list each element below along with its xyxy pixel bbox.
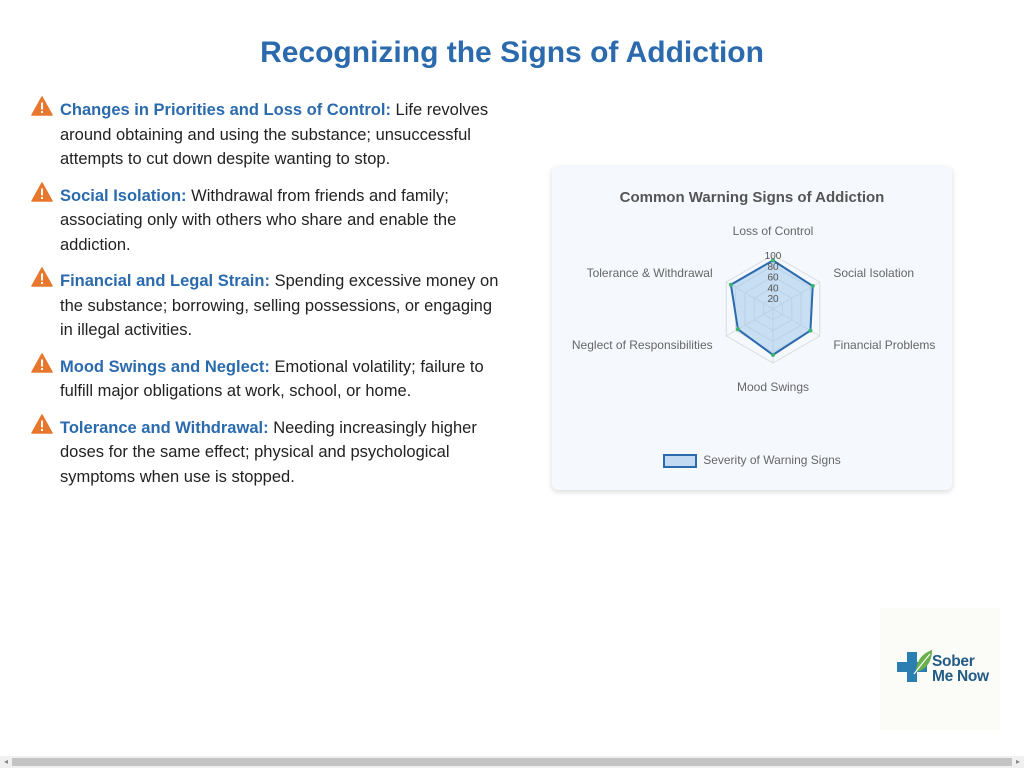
category-label: Social Isolation (833, 266, 915, 280)
sober-me-now-logo (880, 608, 1000, 730)
data-point (811, 284, 815, 288)
scroll-left-arrow-icon[interactable]: ◂ (3, 757, 8, 766)
tick-label: 60 (767, 272, 779, 284)
category-label: Tolerance & Withdrawal (586, 266, 713, 280)
sign-item (30, 355, 500, 404)
sign-text: Emotional volatility; failure to fulfill major obligations at work, school, or home. (60, 357, 484, 400)
scroll-thumb[interactable] (12, 758, 1012, 766)
sign-title: Changes in Priorities and Loss of Control: (60, 101, 391, 119)
category-label: Neglect of Responsibilities (571, 338, 713, 352)
data-point (729, 283, 733, 287)
signs-list (30, 98, 500, 501)
sign-text: Withdrawal from friends and family; associating only with others who share and enable the addiction. (60, 186, 457, 254)
tick-label: 80 (767, 261, 779, 273)
category-label: Financial Problems (833, 338, 936, 352)
data-point (771, 353, 775, 357)
sign-title: Financial and Legal Strain: (60, 272, 270, 290)
legend-swatch (663, 454, 697, 468)
tick-label: 20 (767, 294, 779, 306)
data-point (808, 329, 812, 333)
data-point (736, 327, 740, 331)
sign-item (30, 98, 500, 172)
radar-chart (552, 166, 952, 446)
sign-title: Social Isolation: (60, 186, 187, 205)
sign-text: Spending excessive money on the substance; borrowing, selling possessions, or engaging in illegal activities. (60, 272, 499, 339)
warning-icon (31, 414, 53, 434)
scroll-right-arrow-icon[interactable]: ▸ (1015, 757, 1020, 766)
chart-card (552, 166, 952, 490)
category-label: Loss of Control (732, 224, 814, 238)
sign-item (30, 416, 500, 490)
chart-legend[interactable] (552, 453, 952, 468)
logo-text (932, 654, 989, 684)
legend-label: Severity of Warning Signs (703, 453, 841, 467)
sign-item (30, 269, 500, 343)
chart-title: Common Warning Signs of Addiction (619, 189, 885, 206)
tick-label: 40 (767, 283, 779, 295)
logo-line-2: Me Now (932, 668, 989, 685)
tick-label: 100 (764, 251, 782, 262)
warning-icon (31, 96, 53, 116)
sign-item (30, 184, 500, 258)
warning-icon (31, 353, 53, 373)
category-label: Mood Swings (736, 380, 810, 394)
warning-icon (31, 267, 53, 287)
sign-title: Mood Swings and Neglect: (60, 357, 270, 376)
warning-icon (31, 182, 53, 202)
logo-line-1: Sober (932, 653, 975, 670)
sign-text: Needing increasingly higher doses for the same effect; physical and psychological symptoms when use is stopped. (60, 418, 477, 486)
page-title: Recognizing the Signs of Addiction (260, 36, 764, 69)
sign-text: Life revolves around obtaining and using the substance; unsuccessful attempts to cut down despite wanting to stop. (60, 101, 489, 168)
horizontal-scrollbar[interactable] (0, 756, 1024, 768)
sign-title: Tolerance and Withdrawal: (60, 418, 269, 437)
